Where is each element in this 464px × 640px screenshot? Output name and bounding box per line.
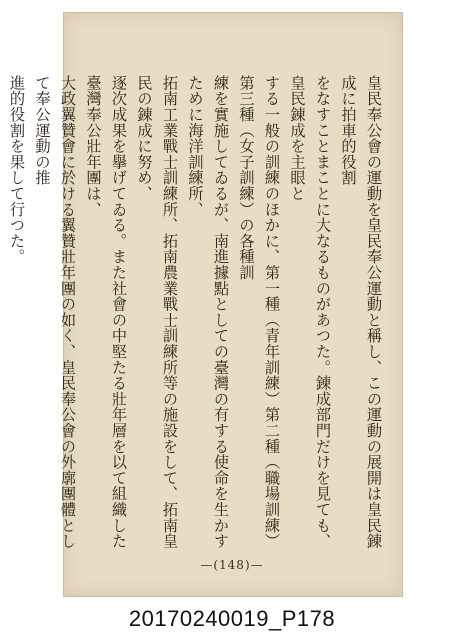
text-column: をなすことまことに大なるものがあつた。錬成部門だけを見ても、皇民錬成を主眼と bbox=[288, 75, 332, 549]
text-column bbox=[0, 75, 4, 553]
image-caption: 20170240019_P178 bbox=[128, 606, 336, 631]
page-number: —(148)— bbox=[200, 558, 264, 572]
text-column: 拓南工業戰士訓練所、拓南農業戰士訓練所等の施設をして、拓南皇民の錬成に努め、 bbox=[135, 75, 179, 549]
body-text bbox=[8, 75, 386, 553]
text-column: 練を實施してゐるが、南進據點としての臺灣の有する使命を生かすために海洋訓練所、 bbox=[186, 75, 230, 549]
text-column: 逐次成果を擧げてゐる。また社會の中堅たる壯年層を以て組織した臺灣奉公壯年團は、 bbox=[84, 75, 128, 549]
text-column: 皇民奉公會の運動を皇民奉公運動と稱し、この運動の展開は皇民錬成に拍車的役割 bbox=[339, 75, 383, 549]
text-column: する一般の訓練のほかに、第一種（青年訓練）第二種（職場訓練）第三種（女子訓練）の各種訓 bbox=[237, 75, 281, 549]
text-column: 大政翼贊會に於ける翼贊壯年團の如く、皇民奉公會の外廓團體として奉公運動の推 bbox=[33, 75, 77, 549]
text-column: 進的役割を果して行つた。 bbox=[8, 75, 26, 265]
